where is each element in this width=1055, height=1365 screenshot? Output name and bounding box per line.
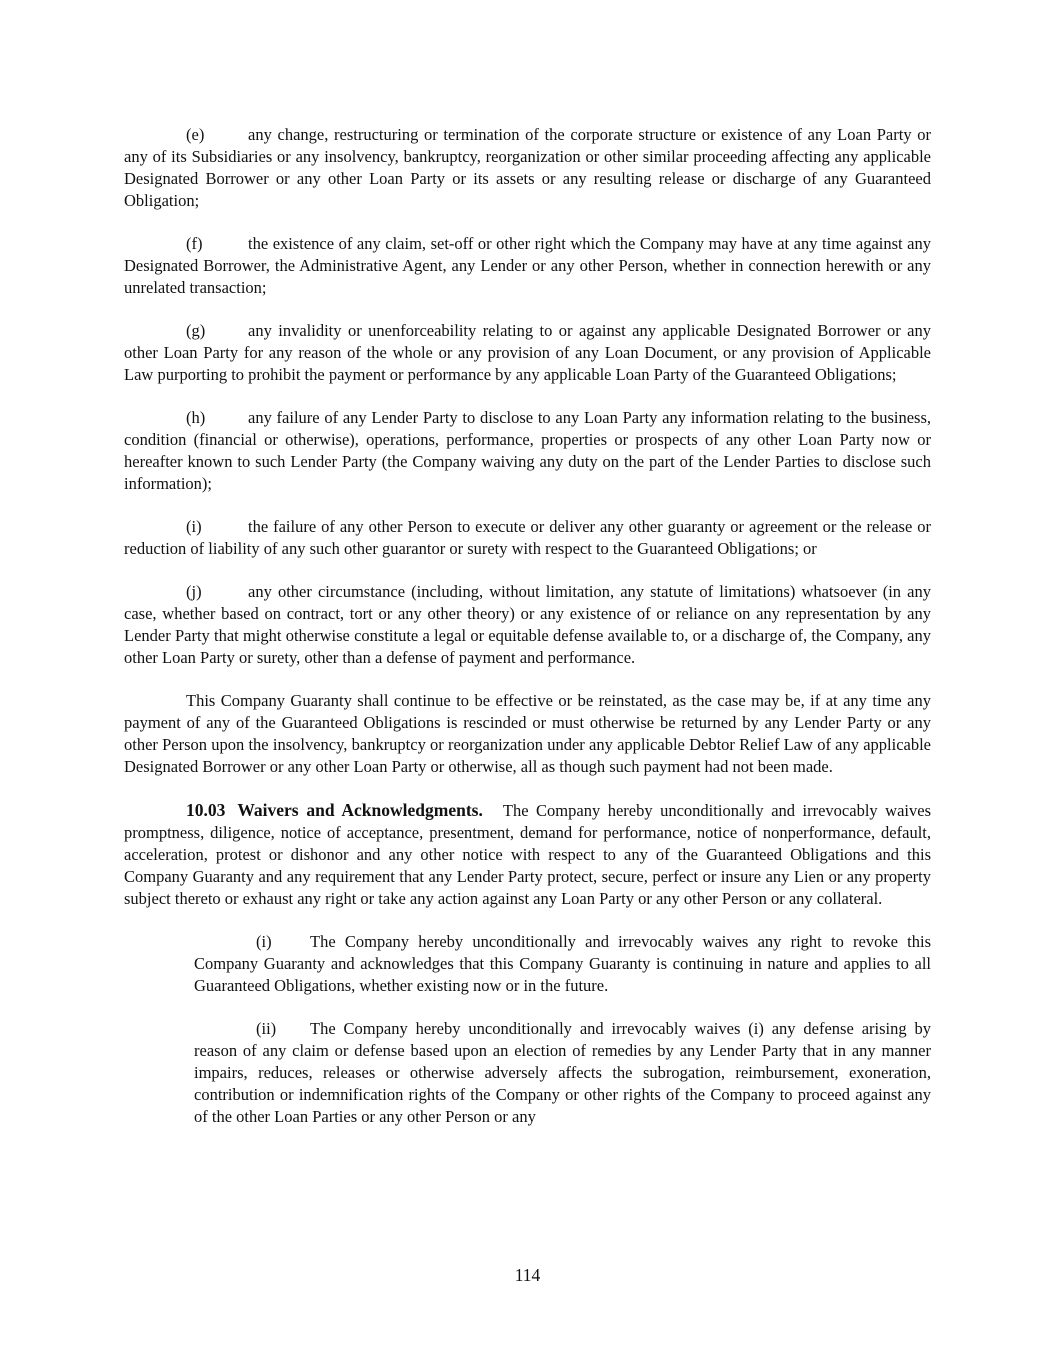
- clause-i: [124, 516, 931, 560]
- clause-f: [124, 233, 931, 299]
- clause-text: any change, restructuring or termination of the corporate structure or existence of any Loan Party or any of its Subsidiaries or any insolvency, bankruptcy, reorganization or other similar proceeding affecting any applicable Designated Borrower or any other Loan Party or its assets or any resulting release or discharge of any Guaranteed Obligation;: [124, 125, 931, 210]
- clause-text: any failure of any Lender Party to disclose to any Loan Party any information relating to the business, condition (financial or otherwise), operations, performance, properties or prospects of any other Loan Party now or hereafter known to such Lender Party (the Company waiving any duty on the part of the Lender Parties to disclose such information);: [124, 408, 931, 493]
- clause-j: [124, 581, 931, 669]
- clause-h: [124, 407, 931, 495]
- clause-text: any other circumstance (including, without limitation, any statute of limitations) whatsoever (in any case, whether based on contract, tort or any other theory) or any existence of or reliance on any representation by any Lender Party that might otherwise constitute a legal or equitable defense available to, or a discharge of, the Company, any other Loan Party or surety, other than a defense of payment and performance.: [124, 582, 931, 667]
- clause-e: [124, 124, 931, 212]
- subclause-i: [194, 931, 931, 997]
- clause-label: (f): [186, 234, 203, 253]
- section-title: Waivers and Acknowledgments.: [237, 800, 483, 820]
- page-number: 114: [514, 1265, 541, 1285]
- clause-label: (g): [186, 321, 206, 340]
- section-10-03: [124, 799, 931, 910]
- section-number: 10.03: [186, 800, 226, 820]
- continuation-paragraph: This Company Guaranty shall continue to be effective or be reinstated, as the case may be, if at any time any payment of any of the Guaranteed Obligations is rescinded or must otherwise be returned by any Lender Party or any other Person upon the insolvency, bankruptcy or reorganization under any applicable Debtor Relief Law of any applicable Designated Borrower or any other Loan Party or otherwise, all as though such payment had not been made.: [124, 691, 931, 776]
- clause-g: [124, 320, 931, 386]
- subclause-ii: [194, 1018, 931, 1128]
- clause-label: (j): [186, 582, 202, 601]
- subclause-text: The Company hereby unconditionally and irrevocably waives (i) any defense arising by reason of any claim or defense based upon an election of remedies by any Lender Party that in any manner impairs, reduces, releases or otherwise adversely affects the subrogation, reimbursement, exoneration, contribution or indemnification rights of the Company or other rights of the Company to proceed against any of the other Loan Parties or any other Person or any: [194, 1019, 931, 1126]
- section-text: The Company hereby unconditionally and irrevocably waives promptness, diligence, notice of acceptance, presentment, demand for performance, notice of nonperformance, default, acceleration, protest or dishonor and any other notice with respect to any of the Guaranteed Obligations and this Company Guaranty and any requirement that any Lender Party protect, secure, perfect or insure any Lien or any property subject thereto or exhaust any right or take any action against any Loan Party or any other Person or any collateral.: [124, 801, 931, 908]
- subclause-label: (ii): [256, 1019, 277, 1038]
- clause-label: (i): [186, 517, 202, 536]
- clause-text: any invalidity or unenforceability relating to or against any applicable Designated Borrower or any other Loan Party for any reason of the whole or any provision of any Loan Document, or any provision of Applicable Law purporting to prohibit the payment or performance by any applicable Loan Party of the Guaranteed Obligations;: [124, 321, 931, 384]
- clause-label: (e): [186, 125, 205, 144]
- subclause-label: (i): [256, 932, 272, 951]
- clause-text: the existence of any claim, set-off or other right which the Company may have at any time against any Designated Borrower, the Administrative Agent, any Lender or any other Person, whether in connection herewith or any unrelated transaction;: [124, 234, 931, 297]
- clause-label: (h): [186, 408, 206, 427]
- page-body: [124, 124, 931, 1149]
- clause-text: the failure of any other Person to execute or deliver any other guaranty or agreement or the release or reduction of liability of any such other guarantor or surety with respect to the Guaranteed Obligations; or: [124, 517, 931, 558]
- subclause-text: The Company hereby unconditionally and irrevocably waives any right to revoke this Company Guaranty and acknowledges that this Company Guaranty is continuing in nature and applies to all Guaranteed Obligations, whether existing now or in the future.: [194, 932, 931, 995]
